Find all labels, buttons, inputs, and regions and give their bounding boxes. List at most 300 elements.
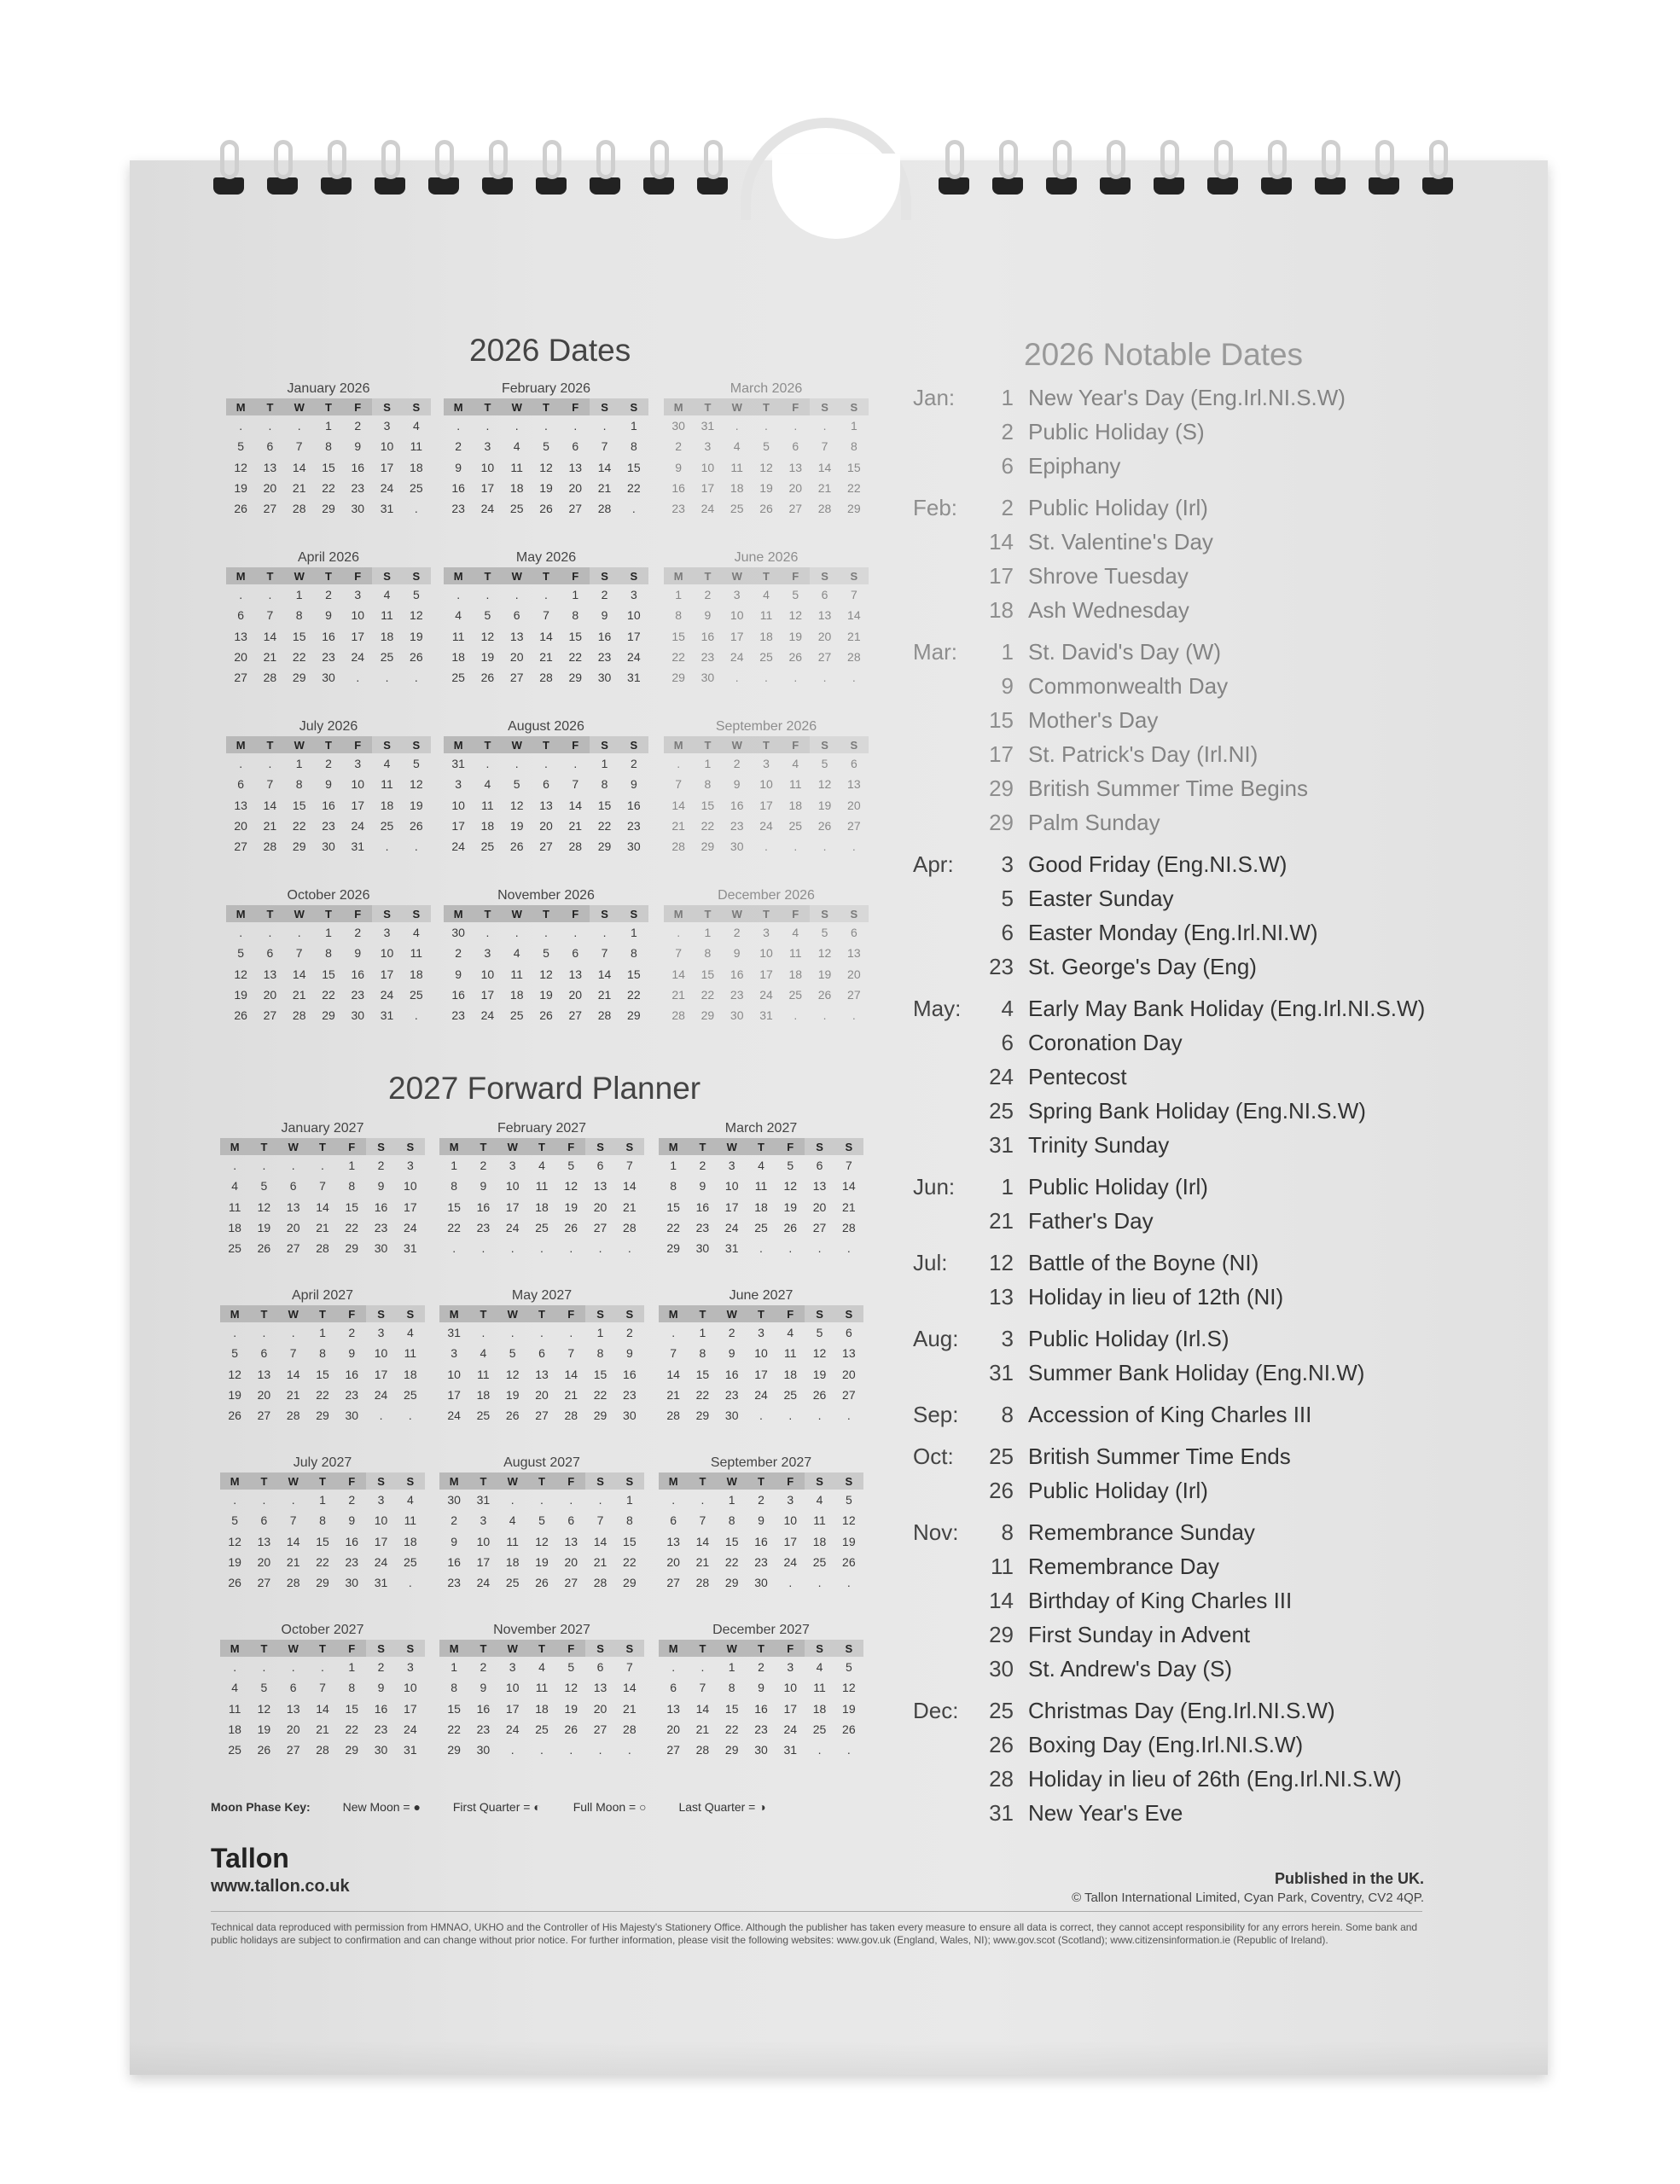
notable-day: 26 bbox=[989, 1732, 1014, 1757]
day-cell: 20 bbox=[257, 1388, 271, 1403]
day-cell: 20 bbox=[812, 1199, 827, 1214]
month-name: January 2027 bbox=[281, 1121, 364, 1136]
week-row bbox=[439, 1238, 644, 1258]
notable-date-row bbox=[913, 1402, 1510, 1436]
day-cell: 20 bbox=[666, 1722, 680, 1737]
weekday-header: M bbox=[659, 1640, 688, 1657]
weekday-header: T bbox=[527, 1472, 556, 1490]
day-cell: 13 bbox=[847, 777, 861, 792]
day-cell: 13 bbox=[666, 1701, 680, 1716]
day-cell: 2 bbox=[325, 757, 332, 771]
notable-event: Ash Wednesday bbox=[1028, 597, 1189, 623]
brand-logo: Tallon bbox=[211, 1843, 289, 1873]
day-cell: 22 bbox=[666, 1221, 680, 1235]
day-cell: 4 bbox=[513, 439, 520, 454]
notable-day: 18 bbox=[989, 597, 1014, 623]
day-cell: 29 bbox=[316, 1409, 329, 1423]
day-cell: 14 bbox=[671, 798, 685, 812]
week-row bbox=[226, 943, 431, 963]
day-cell: 22 bbox=[322, 988, 335, 1002]
week-row bbox=[664, 943, 869, 963]
day-cell: 21 bbox=[817, 481, 832, 496]
day-cell: 22 bbox=[316, 1388, 329, 1403]
weekday-header: M bbox=[444, 567, 473, 584]
day-cell: 14 bbox=[539, 629, 553, 643]
day-cell: 10 bbox=[759, 946, 773, 961]
week-row bbox=[439, 1531, 644, 1552]
day-cell: 25 bbox=[410, 481, 423, 496]
notable-day: 29 bbox=[989, 810, 1014, 835]
weekday-header: F bbox=[343, 567, 372, 584]
day-cell: . bbox=[485, 419, 490, 433]
day-cell: 6 bbox=[792, 439, 799, 454]
day-cell: 29 bbox=[292, 839, 306, 854]
day-cell: . bbox=[788, 1409, 793, 1423]
day-cell: 31 bbox=[476, 1493, 491, 1507]
day-cell: 6 bbox=[845, 1326, 852, 1340]
day-cell: 5 bbox=[231, 1513, 239, 1528]
day-cell: 9 bbox=[377, 1179, 385, 1194]
week-row bbox=[659, 1405, 863, 1426]
day-cell: . bbox=[598, 1241, 602, 1256]
day-cell: 26 bbox=[257, 1743, 271, 1757]
day-cell: 11 bbox=[788, 946, 802, 961]
day-cell: 26 bbox=[410, 650, 423, 665]
day-cell: 4 bbox=[383, 588, 391, 602]
month-name: August 2026 bbox=[508, 719, 584, 734]
brand-url: www.tallon.co.uk bbox=[211, 1877, 350, 1896]
notable-event: New Year's Day (Eng.Irl.NI.S.W) bbox=[1028, 385, 1346, 410]
day-cell: 25 bbox=[380, 650, 394, 665]
day-cell: 14 bbox=[286, 1367, 300, 1381]
day-cell: 16 bbox=[322, 629, 335, 643]
day-cell: . bbox=[735, 671, 739, 685]
day-cell: 15 bbox=[623, 1534, 637, 1548]
weekday-header: W bbox=[503, 905, 532, 922]
weekday-header: T bbox=[468, 1305, 497, 1322]
notable-date-row bbox=[913, 1132, 1510, 1166]
weekday-header: M bbox=[439, 1640, 468, 1657]
day-cell: 27 bbox=[666, 1743, 680, 1757]
day-cell: 21 bbox=[623, 1199, 637, 1214]
weekday-header: M bbox=[439, 1305, 468, 1322]
day-cell: 4 bbox=[513, 946, 520, 961]
day-cell: . bbox=[233, 1660, 237, 1675]
week-row bbox=[444, 498, 648, 519]
day-cell: 20 bbox=[788, 481, 803, 496]
weekday-header: S bbox=[805, 1138, 834, 1155]
day-cell: 23 bbox=[451, 1008, 465, 1023]
day-cell: 28 bbox=[847, 650, 861, 665]
week-row bbox=[439, 1176, 644, 1196]
weekday-header: M bbox=[439, 1472, 468, 1490]
day-cell: 15 bbox=[292, 798, 306, 812]
day-cell: 24 bbox=[730, 650, 744, 665]
day-cell: 4 bbox=[538, 1660, 545, 1675]
week-row bbox=[220, 1176, 425, 1196]
week-row bbox=[444, 816, 648, 836]
notable-day: 25 bbox=[989, 1443, 1014, 1469]
day-cell: 17 bbox=[759, 967, 773, 981]
month-calendar bbox=[439, 1621, 644, 1760]
day-cell: 2 bbox=[377, 1660, 385, 1675]
binding-ring bbox=[536, 136, 570, 206]
day-cell: 4 bbox=[733, 439, 741, 454]
weekday-header: T bbox=[314, 398, 343, 415]
day-cell: 2 bbox=[455, 946, 462, 961]
week-row bbox=[220, 1490, 425, 1510]
day-cell: . bbox=[544, 757, 548, 771]
day-cell: 23 bbox=[374, 1221, 388, 1235]
notable-event: Epiphany bbox=[1028, 453, 1121, 479]
day-cell: 5 bbox=[538, 1513, 545, 1528]
day-cell: . bbox=[852, 671, 856, 685]
day-cell: 3 bbox=[509, 1159, 516, 1173]
day-cell: 8 bbox=[670, 1179, 677, 1194]
day-cell: 8 bbox=[675, 608, 683, 623]
day-cell: . bbox=[817, 1409, 822, 1423]
day-cell: 13 bbox=[234, 629, 247, 643]
notable-day: 1 bbox=[1001, 1174, 1014, 1199]
day-cell: 23 bbox=[447, 1576, 461, 1590]
weekday-header: S bbox=[372, 398, 401, 415]
day-cell: 15 bbox=[627, 967, 641, 981]
day-cell: 18 bbox=[505, 1555, 520, 1570]
day-cell: 22 bbox=[568, 650, 583, 665]
day-cell: 29 bbox=[597, 839, 612, 854]
day-cell: 12 bbox=[228, 1534, 241, 1548]
day-cell: 24 bbox=[627, 650, 641, 665]
month-gap bbox=[913, 1436, 1510, 1443]
notable-month: Mar: bbox=[913, 639, 957, 665]
day-cell: 9 bbox=[704, 608, 712, 623]
day-cell: . bbox=[823, 419, 827, 433]
day-cell: 6 bbox=[289, 1179, 297, 1194]
day-cell: 20 bbox=[568, 481, 583, 496]
day-cell: 9 bbox=[325, 608, 332, 623]
day-cell: 14 bbox=[564, 1367, 578, 1381]
day-cell: 1 bbox=[572, 588, 579, 602]
week-row bbox=[226, 753, 431, 774]
day-cell: 21 bbox=[292, 988, 306, 1002]
weekday-header: W bbox=[279, 1138, 308, 1155]
day-cell: 4 bbox=[484, 777, 491, 792]
weekday-header: T bbox=[255, 905, 284, 922]
day-cell: . bbox=[262, 1660, 266, 1675]
day-cell: 1 bbox=[728, 1660, 735, 1675]
weekday-header: S bbox=[834, 1472, 863, 1490]
day-cell: 15 bbox=[316, 1534, 329, 1548]
day-cell: 14 bbox=[666, 1367, 680, 1381]
day-cell: 21 bbox=[623, 1701, 637, 1716]
day-cell: . bbox=[759, 1241, 763, 1256]
day-cell: 6 bbox=[237, 608, 245, 623]
day-cell: 9 bbox=[480, 1681, 487, 1695]
weekday-header: T bbox=[532, 398, 561, 415]
day-cell: 15 bbox=[666, 1199, 680, 1214]
day-cell: 17 bbox=[627, 629, 641, 643]
weekday-header: T bbox=[752, 567, 781, 584]
day-cell: 12 bbox=[759, 460, 773, 474]
weekday-header: M bbox=[226, 736, 255, 753]
day-cell: 27 bbox=[788, 502, 803, 516]
notable-event: First Sunday in Advent bbox=[1028, 1622, 1251, 1647]
day-cell: 6 bbox=[596, 1660, 604, 1675]
day-cell: 20 bbox=[568, 988, 583, 1002]
day-cell: 17 bbox=[724, 1199, 739, 1214]
day-cell: 21 bbox=[597, 481, 612, 496]
day-cell: 25 bbox=[380, 819, 394, 834]
notable-event: British Summer Time Ends bbox=[1028, 1443, 1291, 1469]
week-row bbox=[220, 1699, 425, 1719]
day-cell: 4 bbox=[763, 588, 770, 602]
day-cell: 27 bbox=[842, 1388, 856, 1403]
published-note: Published in the UK. bbox=[1274, 1870, 1424, 1887]
day-cell: 22 bbox=[593, 1388, 607, 1403]
notable-month: Dec: bbox=[913, 1698, 959, 1723]
day-cell: 29 bbox=[447, 1743, 461, 1757]
month-name: September 2027 bbox=[710, 1455, 812, 1470]
day-cell: 15 bbox=[847, 460, 861, 474]
notable-date-row bbox=[913, 1732, 1510, 1766]
day-cell: 8 bbox=[704, 946, 712, 961]
notable-date-row bbox=[913, 1443, 1510, 1478]
day-cell: 23 bbox=[476, 1722, 491, 1737]
weekday-header: W bbox=[279, 1472, 308, 1490]
weekday-header: S bbox=[585, 1472, 614, 1490]
weekday-header: M bbox=[659, 1305, 688, 1322]
day-cell: 29 bbox=[724, 1576, 739, 1590]
week-row bbox=[664, 647, 869, 667]
notable-day: 5 bbox=[1001, 886, 1014, 911]
day-cell: 20 bbox=[666, 1555, 680, 1570]
day-cell: 22 bbox=[700, 988, 715, 1002]
day-cell: 23 bbox=[730, 819, 744, 834]
day-cell: 10 bbox=[447, 1367, 461, 1381]
day-cell: . bbox=[414, 671, 418, 685]
week-row bbox=[439, 1364, 644, 1385]
weekday-header: T bbox=[693, 736, 722, 753]
notable-day: 1 bbox=[1001, 639, 1014, 665]
day-cell: 25 bbox=[812, 1555, 827, 1570]
week-row bbox=[439, 1490, 644, 1510]
month-calendar bbox=[659, 1454, 863, 1593]
week-row bbox=[226, 667, 431, 688]
day-cell: 21 bbox=[666, 1388, 680, 1403]
day-cell: . bbox=[544, 588, 548, 602]
day-cell: 2 bbox=[377, 1159, 385, 1173]
day-cell: 3 bbox=[787, 1660, 794, 1675]
week-row bbox=[659, 1572, 863, 1593]
day-cell: 21 bbox=[695, 1555, 710, 1570]
day-cell: 3 bbox=[480, 1513, 487, 1528]
notable-event: Boxing Day (Eng.Irl.NI.S.W) bbox=[1028, 1732, 1304, 1757]
weekday-header: T bbox=[532, 905, 561, 922]
weekday-header: T bbox=[473, 567, 502, 584]
day-cell: 2 bbox=[625, 1326, 633, 1340]
day-cell: 24 bbox=[724, 1221, 739, 1235]
day-cell: 14 bbox=[695, 1534, 710, 1548]
week-row bbox=[664, 964, 869, 985]
week-row bbox=[226, 478, 431, 498]
day-cell: 10 bbox=[451, 798, 465, 812]
day-cell: 7 bbox=[821, 439, 828, 454]
day-cell: 24 bbox=[451, 839, 465, 854]
notable-day: 9 bbox=[1001, 673, 1014, 699]
day-cell: 9 bbox=[348, 1513, 356, 1528]
day-cell: 6 bbox=[237, 777, 245, 792]
day-cell: . bbox=[379, 1409, 383, 1423]
day-cell: 5 bbox=[816, 1326, 823, 1340]
weekday-header: T bbox=[314, 736, 343, 753]
week-row bbox=[659, 1217, 863, 1238]
day-cell: 3 bbox=[630, 588, 637, 602]
notable-day: 14 bbox=[989, 529, 1014, 555]
notable-date-row bbox=[913, 1519, 1510, 1554]
day-cell: 15 bbox=[568, 629, 583, 643]
notable-event: Battle of the Boyne (NI) bbox=[1028, 1250, 1259, 1275]
day-cell: . bbox=[627, 1241, 631, 1256]
day-cell: 7 bbox=[699, 1681, 706, 1695]
weekday-header: S bbox=[590, 398, 619, 415]
notable-date-row bbox=[913, 886, 1510, 920]
day-cell: 10 bbox=[480, 967, 495, 981]
day-cell: 12 bbox=[812, 1346, 827, 1361]
month-name: March 2026 bbox=[730, 381, 803, 396]
weekday-header: T bbox=[255, 567, 284, 584]
day-cell: . bbox=[573, 419, 578, 433]
weekday-header: S bbox=[396, 1640, 425, 1657]
day-cell: 3 bbox=[787, 1493, 794, 1507]
weekday-header: W bbox=[498, 1640, 527, 1657]
week-row bbox=[444, 647, 648, 667]
notable-day: 24 bbox=[989, 1064, 1014, 1089]
notable-date-row bbox=[913, 1326, 1510, 1360]
day-cell: 15 bbox=[597, 798, 612, 812]
notable-date-row bbox=[913, 1360, 1510, 1394]
notable-event: Good Friday (Eng.NI.S.W) bbox=[1028, 851, 1288, 877]
day-cell: 8 bbox=[325, 946, 332, 961]
day-cell: 30 bbox=[695, 1241, 710, 1256]
day-cell: . bbox=[852, 839, 856, 854]
day-cell: 17 bbox=[700, 481, 715, 496]
week-row bbox=[664, 795, 869, 816]
day-cell: 27 bbox=[539, 839, 553, 854]
day-cell: 14 bbox=[695, 1701, 710, 1716]
day-cell: 7 bbox=[319, 1179, 326, 1194]
weekday-header: S bbox=[396, 1472, 425, 1490]
day-cell: 4 bbox=[231, 1681, 239, 1695]
day-cell: . bbox=[356, 671, 360, 685]
day-cell: 31 bbox=[627, 671, 641, 685]
weekday-header: S bbox=[585, 1138, 614, 1155]
notable-date-row bbox=[913, 453, 1510, 487]
week-row bbox=[444, 985, 648, 1005]
notable-event: Easter Sunday bbox=[1028, 886, 1174, 911]
day-cell: . bbox=[793, 671, 798, 685]
weekday-header: S bbox=[396, 1138, 425, 1155]
day-cell: 7 bbox=[289, 1513, 297, 1528]
day-cell: 28 bbox=[623, 1722, 637, 1737]
weekday-header: W bbox=[723, 736, 752, 753]
day-cell: 4 bbox=[509, 1513, 516, 1528]
weekday-header: T bbox=[693, 567, 722, 584]
week-row bbox=[226, 795, 431, 816]
weekday-header: W bbox=[718, 1640, 747, 1657]
day-cell: 18 bbox=[404, 1534, 417, 1548]
day-cell: . bbox=[788, 1241, 793, 1256]
weekday-header: S bbox=[619, 736, 648, 753]
weekday-header: W bbox=[723, 398, 752, 415]
day-cell: 10 bbox=[380, 439, 394, 454]
day-cell: 2 bbox=[348, 1326, 356, 1340]
day-cell: 28 bbox=[842, 1221, 856, 1235]
binding-ring bbox=[939, 136, 973, 206]
day-cell: 19 bbox=[564, 1199, 578, 1214]
week-row bbox=[444, 1005, 648, 1025]
month-calendar bbox=[439, 1119, 644, 1258]
day-cell: . bbox=[485, 588, 490, 602]
day-cell: 12 bbox=[539, 967, 553, 981]
notable-month: Jul: bbox=[913, 1250, 948, 1275]
day-cell: 23 bbox=[730, 988, 744, 1002]
day-cell: . bbox=[510, 1743, 514, 1757]
day-cell: 4 bbox=[816, 1660, 823, 1675]
notable-date-row bbox=[913, 1064, 1510, 1098]
week-row bbox=[220, 1510, 425, 1531]
weekday-header: M bbox=[664, 398, 693, 415]
week-row bbox=[659, 1385, 863, 1405]
day-cell: 24 bbox=[759, 988, 773, 1002]
week-row bbox=[664, 626, 869, 647]
day-cell: 5 bbox=[484, 608, 491, 623]
day-cell: 2 bbox=[728, 1326, 735, 1340]
weekday-header: S bbox=[366, 1472, 395, 1490]
day-cell: 3 bbox=[354, 757, 362, 771]
weekday-header: W bbox=[718, 1138, 747, 1155]
weekday-header: T bbox=[255, 398, 284, 415]
day-cell: . bbox=[569, 1326, 573, 1340]
day-cell: 24 bbox=[380, 481, 394, 496]
day-cell: . bbox=[602, 926, 607, 940]
day-cell: 11 bbox=[381, 777, 393, 792]
day-cell: 23 bbox=[627, 819, 641, 834]
day-cell: 7 bbox=[543, 608, 549, 623]
day-cell: 5 bbox=[821, 926, 828, 940]
notable-date-row bbox=[913, 1656, 1510, 1690]
day-cell: 6 bbox=[670, 1681, 677, 1695]
day-cell: 21 bbox=[695, 1722, 710, 1737]
week-row bbox=[659, 1740, 863, 1760]
day-cell: . bbox=[817, 1743, 822, 1757]
day-cell: 22 bbox=[597, 819, 612, 834]
day-cell: 8 bbox=[630, 946, 637, 961]
day-cell: 10 bbox=[783, 1681, 798, 1695]
day-cell: 8 bbox=[630, 439, 637, 454]
day-cell: 21 bbox=[842, 1199, 856, 1214]
notable-day: 26 bbox=[989, 1478, 1014, 1503]
day-cell: 13 bbox=[535, 1367, 549, 1381]
month-name: May 2027 bbox=[511, 1288, 573, 1303]
month-calendar bbox=[220, 1119, 425, 1258]
day-cell: 27 bbox=[812, 1221, 827, 1235]
notable-date-row bbox=[913, 1622, 1510, 1656]
day-cell: 8 bbox=[850, 439, 857, 454]
day-cell: 6 bbox=[260, 1513, 268, 1528]
day-cell: 25 bbox=[788, 819, 803, 834]
binding-ring bbox=[1154, 136, 1188, 206]
notable-day: 31 bbox=[989, 1800, 1014, 1826]
